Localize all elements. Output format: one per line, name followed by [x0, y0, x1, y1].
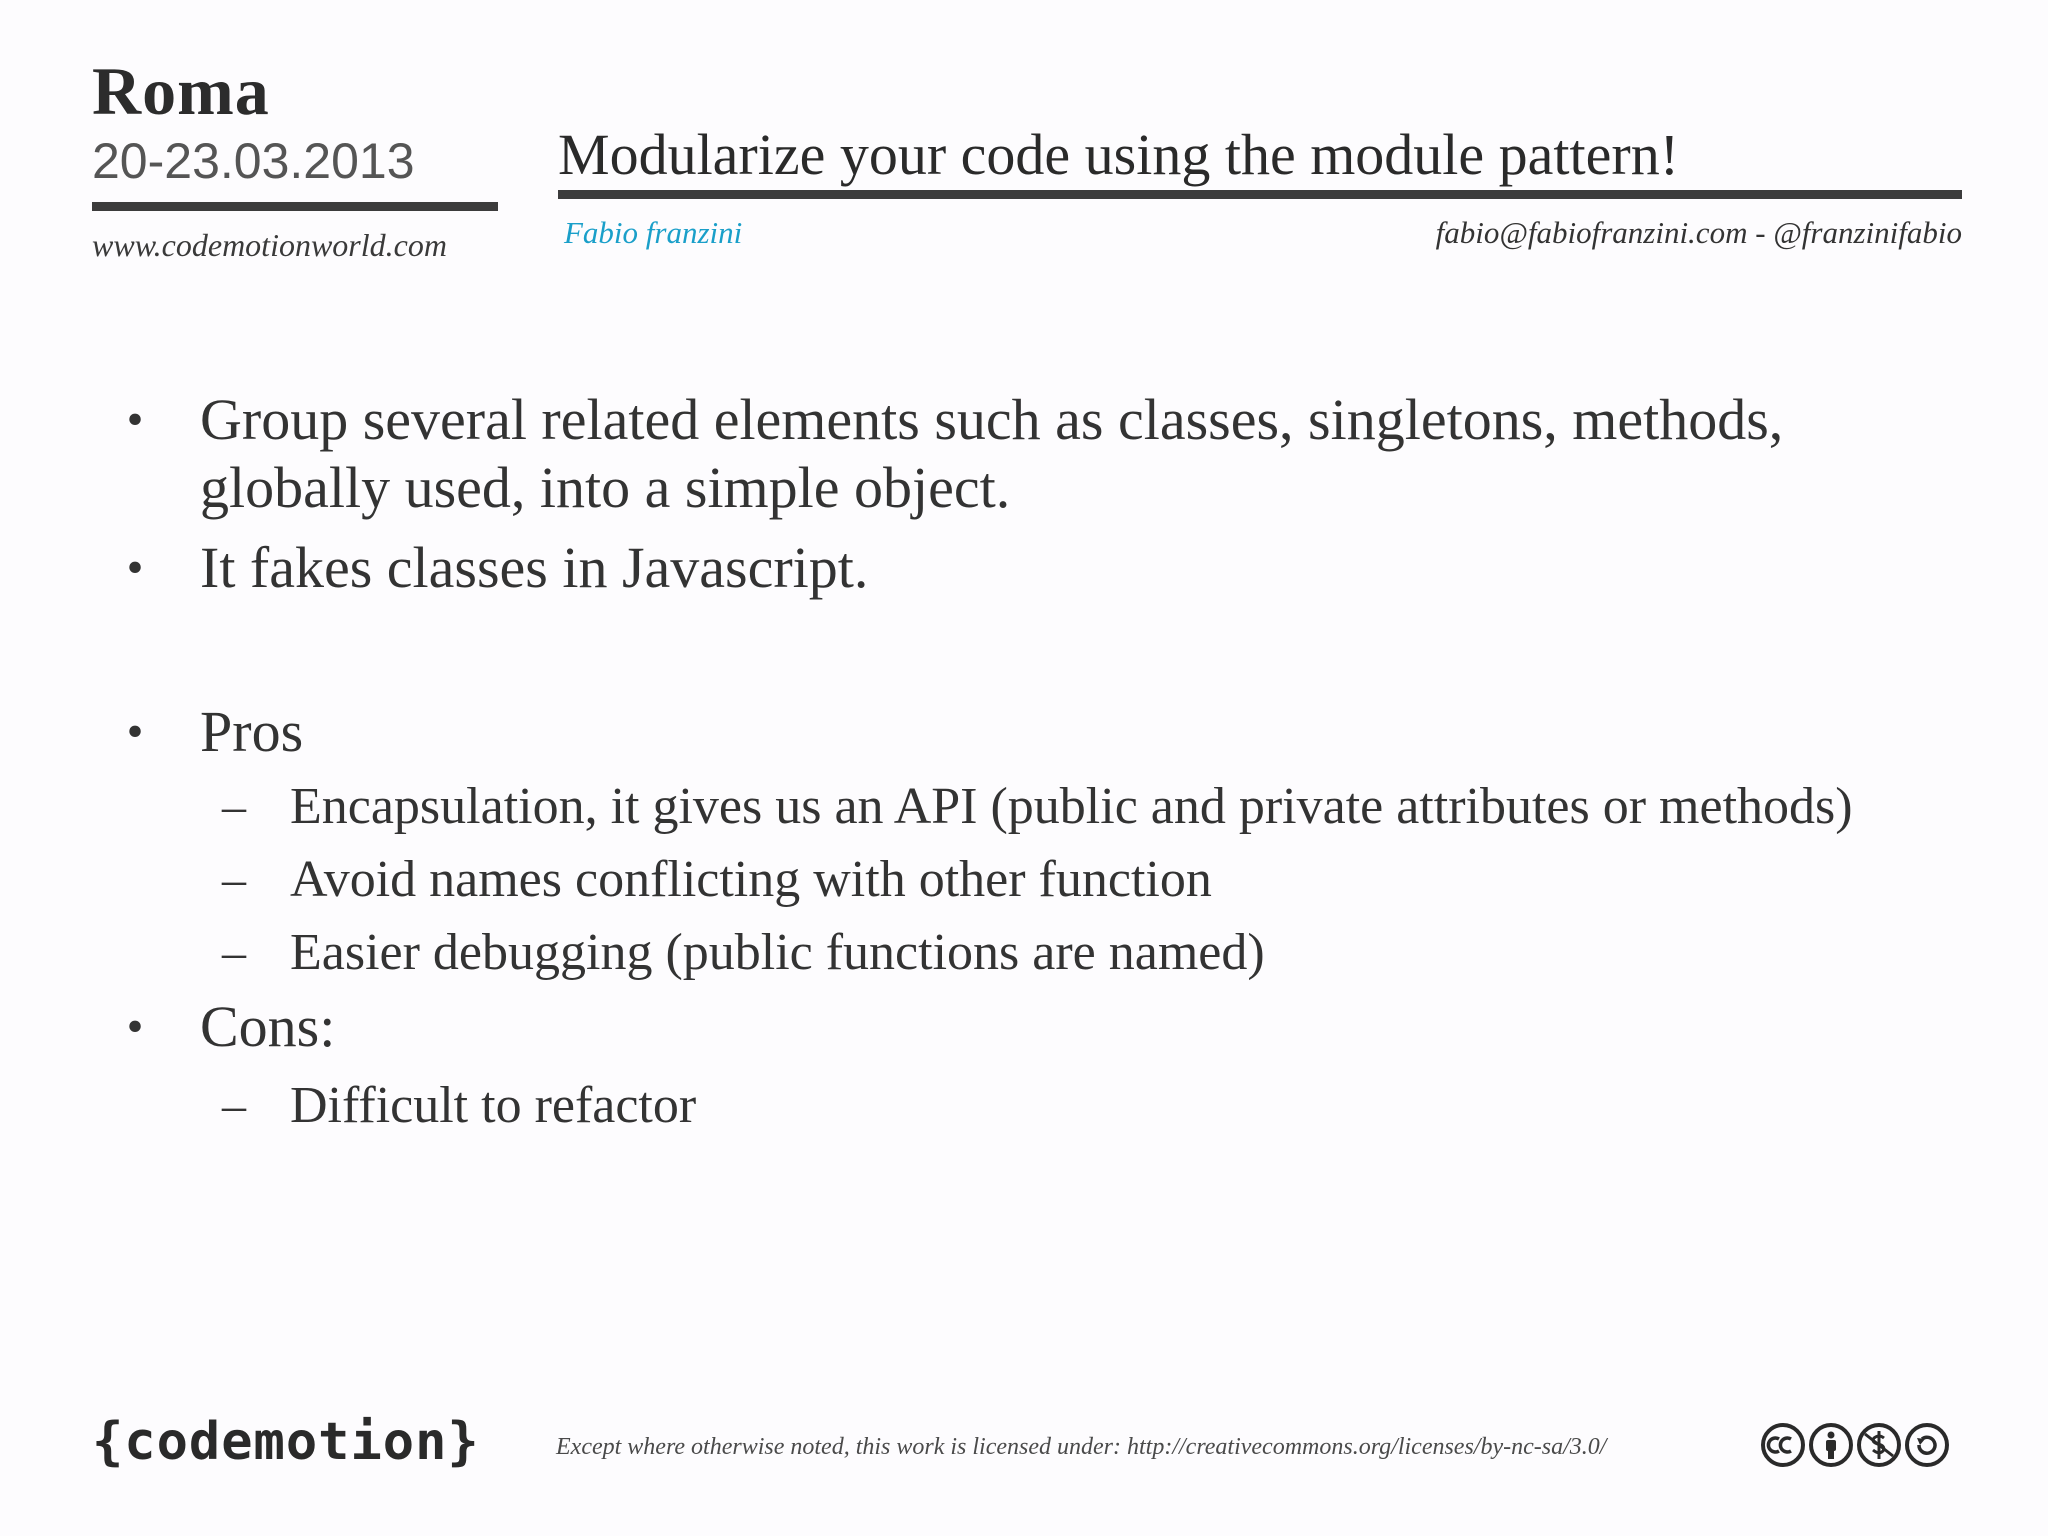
slide-title: Modularize your code using the module pattern!	[558, 122, 1680, 187]
event-website: www.codemotionworld.com	[92, 227, 447, 263]
sub-bullet-item	[120, 776, 1920, 837]
dash-mark: –	[222, 853, 246, 906]
dash-mark: –	[222, 1079, 246, 1132]
event-dates: 20-23.03.2013	[92, 133, 415, 189]
sub-bullet-text: Difficult to refactor	[290, 1077, 697, 1134]
sub-bullet-item	[120, 922, 1920, 983]
bullet-text: Cons:	[200, 994, 336, 1059]
cc-license-badges	[1760, 1422, 1950, 1468]
title-divider	[558, 190, 1962, 199]
nc-icon	[1856, 1422, 1902, 1468]
bullet-item	[120, 386, 1920, 522]
bullet-item-pros	[120, 698, 1920, 766]
sub-bullet-text: Avoid names conflicting with other function	[290, 851, 1212, 908]
slide-meta	[558, 215, 1962, 263]
bullet-mark: •	[126, 1000, 144, 1053]
bullet-text: Group several related elements such as classes, singletons, methods, globally used, into a simple object.	[200, 387, 1784, 520]
author-contact: fabio@fabiofranzini.com - @franzinifabio	[1435, 215, 1962, 250]
sub-bullet-item	[120, 1075, 1920, 1136]
dash-mark: –	[222, 926, 246, 979]
brand-divider	[92, 202, 498, 211]
sub-bullet-text: Encapsulation, it gives us an API (public and private attributes or methods)	[290, 778, 1853, 835]
event-city: Roma	[92, 53, 270, 129]
sub-bullet-text: Easier debugging (public functions are named)	[290, 924, 1265, 981]
event-brand	[92, 52, 498, 264]
dash-mark: –	[222, 780, 246, 833]
codemotion-logo: {codemotion}	[92, 1412, 480, 1472]
bullet-mark: •	[126, 541, 144, 594]
author-name: Fabio franzini	[564, 215, 743, 250]
bullet-text: Pros	[200, 699, 304, 764]
license-notice: Except where otherwise noted, this work is licensed under: http://creativecommons.org/licenses/by-nc-sa/3.0/	[556, 1434, 1607, 1460]
bullet-text: It fakes classes in Javascript.	[200, 535, 869, 600]
cc-icon	[1760, 1422, 1806, 1468]
by-icon	[1808, 1422, 1854, 1468]
bullet-mark: •	[126, 705, 144, 758]
bullet-item	[120, 534, 1920, 602]
bullet-mark: •	[126, 393, 144, 446]
bullet-item-cons	[120, 993, 1920, 1061]
slide-content	[120, 386, 1920, 1136]
sub-bullet-item	[120, 849, 1920, 910]
slide-header	[558, 120, 1962, 263]
sa-icon	[1904, 1422, 1950, 1468]
